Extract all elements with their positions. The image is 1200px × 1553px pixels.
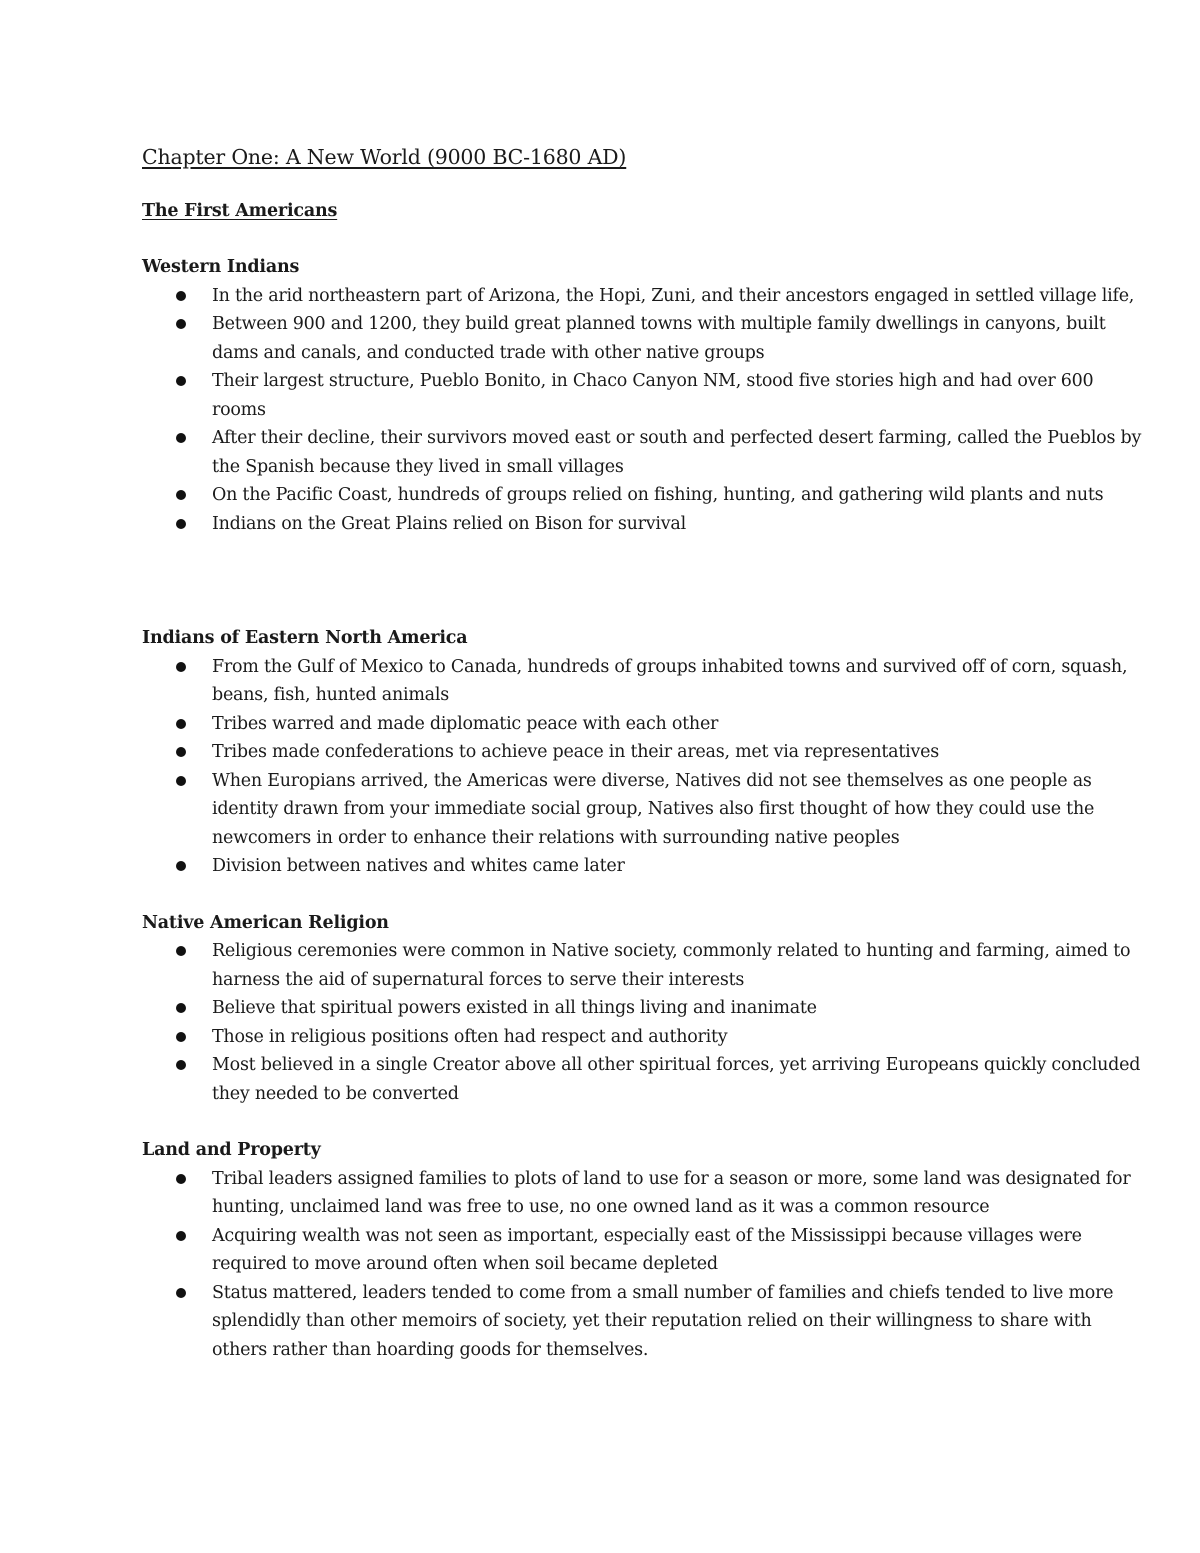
bullet-icon: [176, 376, 186, 386]
list-item: [142, 937, 1142, 994]
bullet-icon: [176, 861, 186, 871]
bullet-icon: [176, 1060, 186, 1070]
list-item: [142, 510, 1142, 539]
bullet-icon: [176, 291, 186, 301]
bullet-text: From the Gulf of Mexico to Canada, hundreds of groups inhabited towns and survived off of corn, squash, beans, fish, hunted animals: [212, 656, 1128, 705]
bullet-text: Their largest structure, Pueblo Bonito, in Chaco Canyon NM, stood five stories high and had over 600 rooms: [212, 371, 1094, 420]
list-item: [142, 1279, 1142, 1365]
bullet-icon: [176, 433, 186, 443]
document-page: [142, 140, 1142, 1364]
bullet-text: Religious ceremonies were common in Native society, commonly related to hunting and farming, aimed to harness the aid of supernatural forces to serve their interests: [212, 941, 1131, 990]
section-native-religion: [142, 909, 1142, 1109]
list-item: [142, 424, 1142, 481]
chapter-title: Chapter One: A New World (9000 BC-1680 AD): [142, 145, 627, 169]
list-item: [142, 1222, 1142, 1279]
bullet-text: After their decline, their survivors moved east or south and perfected desert farming, called the Pueblos by the Spanish because they lived in small villages: [212, 428, 1142, 477]
section-heading: Native American Religion: [142, 912, 389, 933]
bullet-text: On the Pacific Coast, hundreds of groups relied on fishing, hunting, and gathering wild plants and nuts: [212, 485, 1104, 505]
list-item: [142, 767, 1142, 853]
bullet-icon: [176, 719, 186, 729]
bullet-text: Those in religious positions often had respect and authority: [212, 1026, 728, 1047]
bullet-text: Tribes warred and made diplomatic peace with each other: [212, 713, 719, 734]
section-land-property: [142, 1136, 1142, 1364]
bullet-list: [142, 282, 1142, 539]
section-western-indians: [142, 253, 1142, 538]
list-item: [142, 710, 1142, 739]
part-title: The First Americans: [142, 201, 338, 221]
bullet-icon: [176, 946, 186, 956]
section-heading: Indians of Eastern North America: [142, 628, 468, 648]
list-item: [142, 653, 1142, 710]
bullet-icon: [176, 319, 186, 329]
bullet-icon: [176, 776, 186, 786]
bullet-text: Between 900 and 1200, they build great planned towns with multiple family dwellings in canyons, built dams and canals, and conducted trade with other native groups: [212, 314, 1106, 363]
list-item: [142, 738, 1142, 767]
bullet-text: Most believed in a single Creator above all other spiritual forces, yet arriving Europeans quickly concluded they needed to be converted: [212, 1055, 1141, 1104]
bullet-text: In the arid northeastern part of Arizona, the Hopi, Zuni, and their ancestors engaged in settled village life,: [212, 285, 1135, 306]
section-eastern-indians: [142, 624, 1142, 881]
bullet-icon: [176, 747, 186, 757]
bullet-icon: [176, 662, 186, 672]
bullet-icon: [176, 1174, 186, 1184]
section-heading: Land and Property: [142, 1140, 321, 1160]
bullet-icon: [176, 1288, 186, 1298]
bullet-text: Believe that spiritual powers existed in all things living and inanimate: [212, 998, 817, 1018]
section-heading: Western Indians: [142, 257, 300, 277]
bullet-list: [142, 937, 1142, 1108]
list-item: [142, 367, 1142, 424]
bullet-icon: [176, 1231, 186, 1241]
list-item: [142, 994, 1142, 1023]
bullet-icon: [176, 519, 186, 529]
bullet-text: Tribes made confederations to achieve peace in their areas, met via representatives: [212, 742, 939, 762]
list-item: [142, 852, 1142, 881]
bullet-icon: [176, 490, 186, 500]
bullet-text: Status mattered, leaders tended to come from a small number of families and chiefs tended to live more splendidly than other memoirs of society, yet their reputation relied on their willingness to share with others rather than hoarding goods for themselves.: [212, 1282, 1114, 1360]
bullet-text: When Europians arrived, the Americas were diverse, Natives did not see themselves as one people as identity drawn from your immediate social group, Natives also first thought of how they could use the newcomers in order to enhance their relations with surrounding native peoples: [212, 770, 1095, 848]
bullet-text: Indians on the Great Plains relied on Bison for survival: [212, 513, 686, 534]
list-item: [142, 1051, 1142, 1108]
bullet-list: [142, 653, 1142, 881]
bullet-icon: [176, 1003, 186, 1013]
bullet-text: Acquiring wealth was not seen as important, especially east of the Mississippi because villages were required to move around often when soil became depleted: [212, 1225, 1082, 1274]
list-item: [142, 1023, 1142, 1052]
bullet-list: [142, 1165, 1142, 1365]
list-item: [142, 310, 1142, 367]
bullet-icon: [176, 1032, 186, 1042]
list-item: [142, 1165, 1142, 1222]
list-item: [142, 282, 1142, 311]
list-item: [142, 481, 1142, 510]
bullet-text: Division between natives and whites came later: [212, 856, 625, 876]
bullet-text: Tribal leaders assigned families to plots of land to use for a season or more, some land was designated for hunting, unclaimed land was free to use, no one owned land as it was a common resource: [212, 1168, 1131, 1217]
